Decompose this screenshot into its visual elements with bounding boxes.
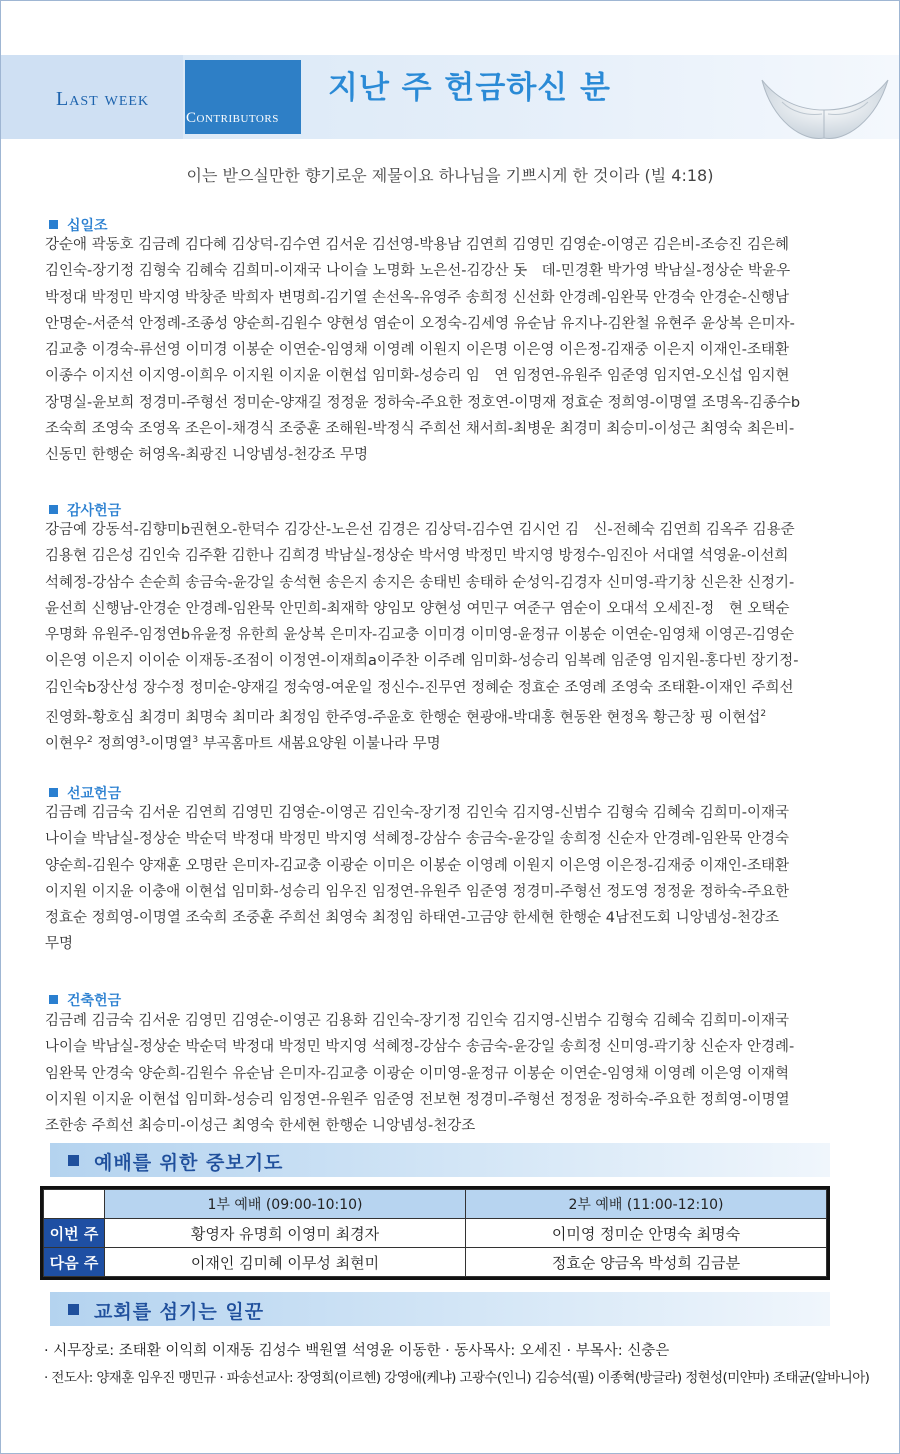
name-text: 이현우 [45, 736, 88, 753]
bullet-square-icon [49, 220, 58, 229]
name-line: 강순애 곽동호 김금례 김다혜 김상덕-김수연 김서운 김선영-박용남 김연희 김영민 김영순-이영곤 김은비-조승진 김은혜 [45, 237, 789, 253]
name-text: 부곡홈마트 새봄요양원 이불나라 무명 [202, 736, 441, 753]
name-line: 이지원 이지윤 이충애 이현섭 임미화-성승리 임우진 임정연-유원주 임준영 정경미-주형선 정도영 정정윤 정하숙-주요한 [45, 883, 789, 900]
bullet-square-icon [49, 505, 58, 514]
staff-section-bar [50, 1292, 830, 1326]
prayer-section-bar [50, 1143, 830, 1177]
name-line: 이종수 이지선 이지영-이희우 이지원 이지윤 이현섭 임미화-성승리 임 연 임정연-유원주 임준영 임지연-오신섭 임지현 [45, 368, 790, 385]
name-line: 무명 [45, 936, 74, 953]
staff-section-title: 교회를 섬기는 일꾼 [94, 1301, 265, 1323]
service1-header: 1부 예배 (09:00-10:10) [105, 1190, 466, 1219]
table-row [44, 1248, 827, 1277]
open-hands-icon [752, 50, 898, 146]
name-text: 진영화-황호심 최경미 최명숙 최미라 최정임 한주영-주윤호 한행순 현광애-박대홍 현동완 현정옥 황근창 핑 이현섭 [45, 709, 761, 726]
name-line: 박정대 박정민 박지영 박창준 박희자 변명희-김기열 손선옥-유영주 송희정 신선화 안경례-임완묵 안경숙 안경순-신행남 [45, 289, 789, 306]
table-corner-cell [44, 1190, 105, 1219]
name-text: -이명열 [145, 736, 193, 753]
name-line: 이지원 이지윤 이현섭 임미화-성승리 임정연-유원주 임준영 전보현 정경미-주형선 정정윤 정하숙-주요한 정희영-이명열 [45, 1091, 790, 1108]
service2-header: 2부 예배 (11:00-12:10) [466, 1190, 827, 1219]
name-line: 김인숙b장산성 장수정 정미순-양재길 정숙영-여운일 정신수-진무연 정혜순 정효순 조영례 조영숙 조태환-이재인 주희선 [45, 679, 794, 696]
next-week-label: 다음 주 [44, 1248, 105, 1277]
name-line: 김인숙-장기정 김형숙 김혜숙 김희미-이재국 나이슬 노명화 노은선-김강산 돗 데-민경환 박가영 박남실-정상순 박윤우 [45, 263, 791, 280]
section-title-text: 십일조 [67, 218, 108, 234]
name-line: 진영화-황호심 최경미 최명숙 최미라 최정임 한주영-주윤호 한행순 현광애-박대홍 현동완 현정옥 황근창 핑 이현섭$^2$ [45, 709, 767, 726]
bullet-square-icon [68, 1155, 79, 1166]
name-line: 나이슬 박남실-정상순 박순덕 박정대 박정민 박지영 석혜정-강삼수 송금숙-윤강일 송희정 신미영-곽기창 신순자 안경례- [45, 1039, 795, 1056]
name-line: 장명실-윤보희 정경미-주형선 정미순-양재길 정정윤 정하숙-주요한 정호연-이명재 정효순 정희영-이명열 조명옥-김종수b [45, 394, 801, 411]
section-title-text: 감사헌금 [67, 503, 122, 519]
bible-verse: 이는 받으실만한 향기로운 제물이요 하나님을 기쁘시게 한 것이라 (빌 4:18) [186, 166, 714, 185]
name-text: 정희영 [97, 736, 140, 753]
section-title-text: 건축헌금 [67, 993, 122, 1009]
this-week-service2: 이미영 정미순 안명숙 최명숙 [466, 1219, 827, 1248]
bullet-square-icon [49, 995, 58, 1004]
name-line: 윤선희 신행남-안경순 안경례-임완묵 안민희-최재학 양임모 양현성 여민구 여준구 염순이 오대석 오세진-정 현 오택순 [45, 600, 790, 617]
section-title-text: 선교헌금 [67, 786, 122, 802]
thanks-list [45, 517, 835, 754]
staff-line-evangelists: · 전도사: 양재훈 임우진 맹민규 · 파송선교사: 장영희(이르헨) 강영애(케냐) 고광수(인니) 김승석(필) 이종혁(방글라) 정현성(미얀마) 조태균(알바니아) [44, 1370, 870, 1386]
staff-line-elders: · 시무장로: 조태환 이익희 이재동 김성수 백원열 석영윤 이동한 · 동사목사: 오세진 · 부목사: 신충은 [44, 1343, 670, 1359]
name-line: 이현우$^2$ 정희영$^3$-이명열$^3$ 부곡홈마트 새봄요양원 이불나라 무명 [45, 735, 441, 753]
page-title: 지난 주 헌금하신 분 [328, 70, 611, 106]
this-week-service1: 황영자 유명희 이영미 최경자 [105, 1219, 466, 1248]
section-title-building [49, 990, 121, 1010]
name-line: 이은영 이은지 이이순 이재동-조점이 이정연-이재희a이주찬 이주례 임미화-성승리 임복례 임준영 임지원-홍다빈 장기정- [45, 653, 799, 670]
prayer-table [40, 1186, 830, 1280]
name-line: 조한송 주희선 최승미-이성근 최영숙 한세현 한행순 니앙넴성-천강조 [45, 1118, 476, 1135]
name-line: 김교충 이경숙-류선영 이미경 이봉순 이연순-임영채 이영례 이원지 이은명 이은영 이은정-김재중 이은지 이재인-조태환 [45, 342, 789, 359]
this-week-label: 이번 주 [44, 1219, 105, 1248]
table-row [44, 1219, 827, 1248]
name-line: 신동민 한행순 허영옥-최광진 니앙넴성-천강조 무명 [45, 447, 369, 464]
name-line: 김금례 김금숙 김서운 김영민 김영순-이영곤 김용화 김인숙-장기정 김인숙 김지영-신범수 김형숙 김혜숙 김희미-이재국 [45, 1013, 789, 1029]
name-line: 조숙희 조영숙 조영옥 조은이-채경식 조중훈 조해원-박정식 주희선 채서희-최병운 최경미 최승미-이성근 최영숙 최은비- [45, 421, 795, 438]
last-week-label: Last week [56, 88, 150, 110]
bullet-square-icon [49, 788, 58, 797]
tithe-list [45, 232, 835, 469]
name-line: 강금예 강동석-김향미b권현오-한덕수 김강산-노은선 김경은 김상덕-김수연 김시언 김 신-전혜숙 김연희 김옥주 김용준 [45, 522, 795, 538]
next-week-service1: 이재인 김미혜 이무성 최현미 [105, 1248, 466, 1277]
prayer-section-title: 예배를 위한 중보기도 [94, 1152, 284, 1174]
name-line: 안명순-서준석 안정례-조종성 양순희-김원수 양현성 염순이 오정숙-김세영 유순남 유지나-김완철 유현주 윤상복 은미자- [45, 315, 795, 332]
name-line: 김금례 김금숙 김서운 김연희 김영민 김영순-이영곤 김인숙-장기정 김인숙 김지영-신범수 김형숙 김혜숙 김희미-이재국 [45, 805, 789, 821]
mission-list [45, 800, 835, 958]
building-list [45, 1008, 835, 1139]
name-line: 임완묵 안경숙 양순희-김원수 유순남 은미자-김교충 이광순 이미영-윤정규 이봉순 이연순-임영채 이영례 이은영 이재혁 [45, 1065, 789, 1082]
name-line: 우명화 유원주-임정연b유윤정 유한희 윤상복 은미자-김교충 이미경 이미영-윤정규 이봉순 이연순-임영채 이영곤-김영순 [45, 627, 795, 644]
name-line: 나이슬 박남실-정상순 박순덕 박정대 박정민 박지영 석혜정-강삼수 송금숙-윤강일 송희정 신순자 안경례-임완묵 안경숙 [45, 831, 789, 848]
name-line: 양순희-김원수 양재훈 오명란 은미자-김교충 이광순 이미은 이봉순 이영례 이원지 이은영 이은정-김재중 이재인-조태환 [45, 857, 789, 874]
next-week-service2: 정효순 양금옥 박성희 김금분 [466, 1248, 827, 1277]
name-line: 김용현 김은성 김인숙 김주환 김한나 김희경 박남실-정상순 박서영 박정민 박지영 방정수-임진아 서대열 석영윤-이선희 [45, 548, 789, 565]
name-line: 석혜정-강삼수 손순희 송금숙-윤강일 송석현 송은지 송지은 송태빈 송태하 순성익-김경자 신미영-곽기창 신은찬 신정기- [45, 574, 795, 591]
bullet-square-icon [68, 1304, 79, 1315]
contributors-label: Contributors [186, 110, 279, 126]
name-line: 정효순 정희영-이명열 조숙희 조중훈 주희선 최영숙 최정임 하태연-고금양 한세현 한행순 4남전도회 니앙넴성-천강조 [45, 910, 779, 927]
